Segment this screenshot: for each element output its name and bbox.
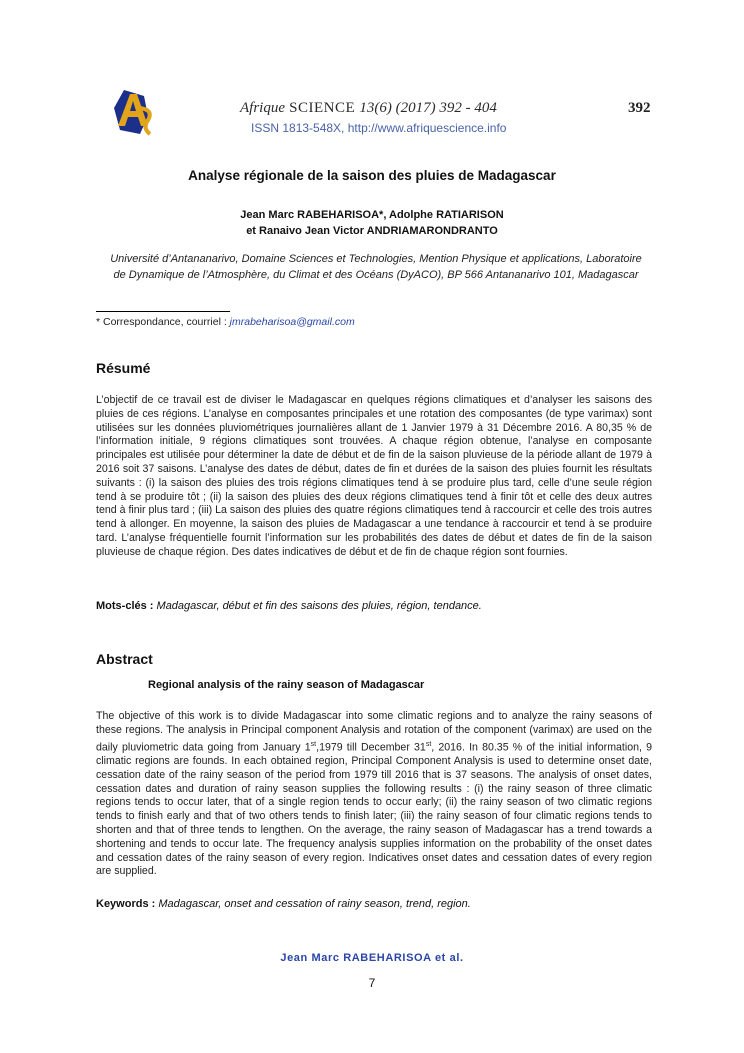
journal-reference: 13(6) (2017) 392 - 404 — [359, 100, 497, 116]
author-line-1: Jean Marc RABEHARISOA*, Adolphe RATIARISON — [240, 209, 504, 221]
correspondence — [96, 316, 355, 328]
journal-name: Afrique — [240, 100, 285, 116]
resume-text: L’objectif de ce travail est de diviser le Madagascar en quelques régions climatiques et d’analyser les saisons des pluies de ces régions. L’analyse en composantes principales et une rotation des composantes (de type varimax) sont utilisées sur les données pluviométriques journalières allant de 1 Janvier 1979 à 31 Décembre 2016. A 80,35 % de l’information initiale, 9 régions climatiques sont trouvées. A chaque région obtenue, l’analyse en composante principales est utilisée pour déterminer la date de début et de fin de la saison pluvieuse de la période allant de 1979 à 2016 soit 37 saisons. L’analyse des dates de début, dates de fin et durées de la saison des pluies fournit les résultats suivants : (i) la saison des pluies des trois régions climatiques tend à se produire plus tard, celle d’une seule région tend à se produire tôt ; (ii) la saison des pluies des deux régions climatiques tend à finir tôt et celle des deux autres tend à finir plus tard ; (iii) La saison des pluies des quatre régions climatiques tend à raccourcir et celle des trois autres tend à allonger. En moyenne, la saison des pluies de Madagascar a une tendance à raccourcir et tend à se produire tard. L’analyse fréquentielle fournit l’information sur les probabilités des dates de début et dates de fin de la saison pluvieuse de chaque région. Des dates indicatives de début et de fin de chaque région sont fournies. — [96, 394, 652, 558]
resume-keywords — [96, 600, 482, 612]
abstract-subtitle: Regional analysis of the rainy season of Madagascar — [148, 679, 425, 691]
affiliation — [100, 251, 652, 283]
abstract-text-part-3: , 2016. In 80.35 % of the initial information, 9 climatic regions are founds. In each obtained region, Principal Component Analysis is used to determine onset date, cessation date of the rainy season of the period from 1979 till 2016 that is 37 seasons. The analysis of onset dates, cessation dates and duration of rainy season supplies the following results : (i) the rainy season of three climatic regions tends to occur later, that of a single region tends to occur early; (ii) the rainy season of two climatic regions tends to finish early and that of two others tends to finish later; (iii) the rainy season of four climatic regions tends to shorten and that of three tends to lengthen. On the average, the rainy season of Madagascar has a trend towards a shortening and tends to occur late. The frequency analysis supplies information on the probability of the onset dates and cessation dates of the rainy season of every region. Indicatives onset dates and cessation dates of every region are supplied. — [96, 741, 652, 878]
abstract-sup-1: st — [310, 740, 317, 748]
affiliation-line-2: de Dynamique de l’Atmosphère, du Climat et des Océans (DyACO), BP 566 Antananarivo 101, Madagascar — [113, 269, 639, 281]
resume-keywords-label: Mots-clés : — [96, 600, 154, 612]
author-line-2: et Ranaivo Jean Victor ANDRIAMARONDRANTO — [246, 225, 498, 237]
footnote-rule — [96, 311, 230, 312]
resume-keywords-value: Madagascar, début et fin des saisons des pluies, région, tendance. — [156, 600, 482, 612]
abstract-text-part-1: The objective of this work is to divide Madagascar into some climatic regions and to analyze the rainy seasons of these regions. The analysis in Principal component Analysis and rotation of the component (varimax) are used on the daily pluviometric data going from January 1 — [96, 710, 652, 754]
journal-logo-icon — [110, 86, 156, 138]
abstract-text-part-2: ,1979 till December 31 — [316, 741, 426, 754]
abstract-heading: Abstract — [96, 651, 153, 667]
abstract-keywords-label: Keywords : — [96, 898, 156, 910]
abstract-keywords — [96, 898, 471, 910]
abstract-sup-2: st — [425, 740, 432, 748]
resume-heading: Résumé — [96, 360, 151, 376]
journal-title — [240, 99, 497, 117]
footer-page-number: 7 — [368, 976, 376, 990]
correspondence-email[interactable]: jmrabeharisoa@gmail.com — [229, 316, 355, 328]
journal-science: SCIENCE — [289, 100, 356, 116]
abstract-keywords-value: Madagascar, onset and cessation of rainy season, trend, region. — [158, 898, 471, 910]
header-page-number: 392 — [628, 100, 651, 116]
issn-line[interactable]: ISSN 1813-548X, http://www.afriquescience.info — [251, 121, 507, 135]
affiliation-line-1: Université d’Antananarivo, Domaine Sciences et Technologies, Mention Physique et applications, Laboratoire — [110, 253, 642, 265]
correspondence-label: * Correspondance, courriel : — [96, 316, 227, 328]
paper-title: Analyse régionale de la saison des pluies de Madagascar — [188, 168, 556, 183]
author-list — [0, 207, 744, 239]
abstract-text — [96, 710, 652, 879]
footer-authors: Jean Marc RABEHARISOA et al. — [280, 952, 464, 964]
